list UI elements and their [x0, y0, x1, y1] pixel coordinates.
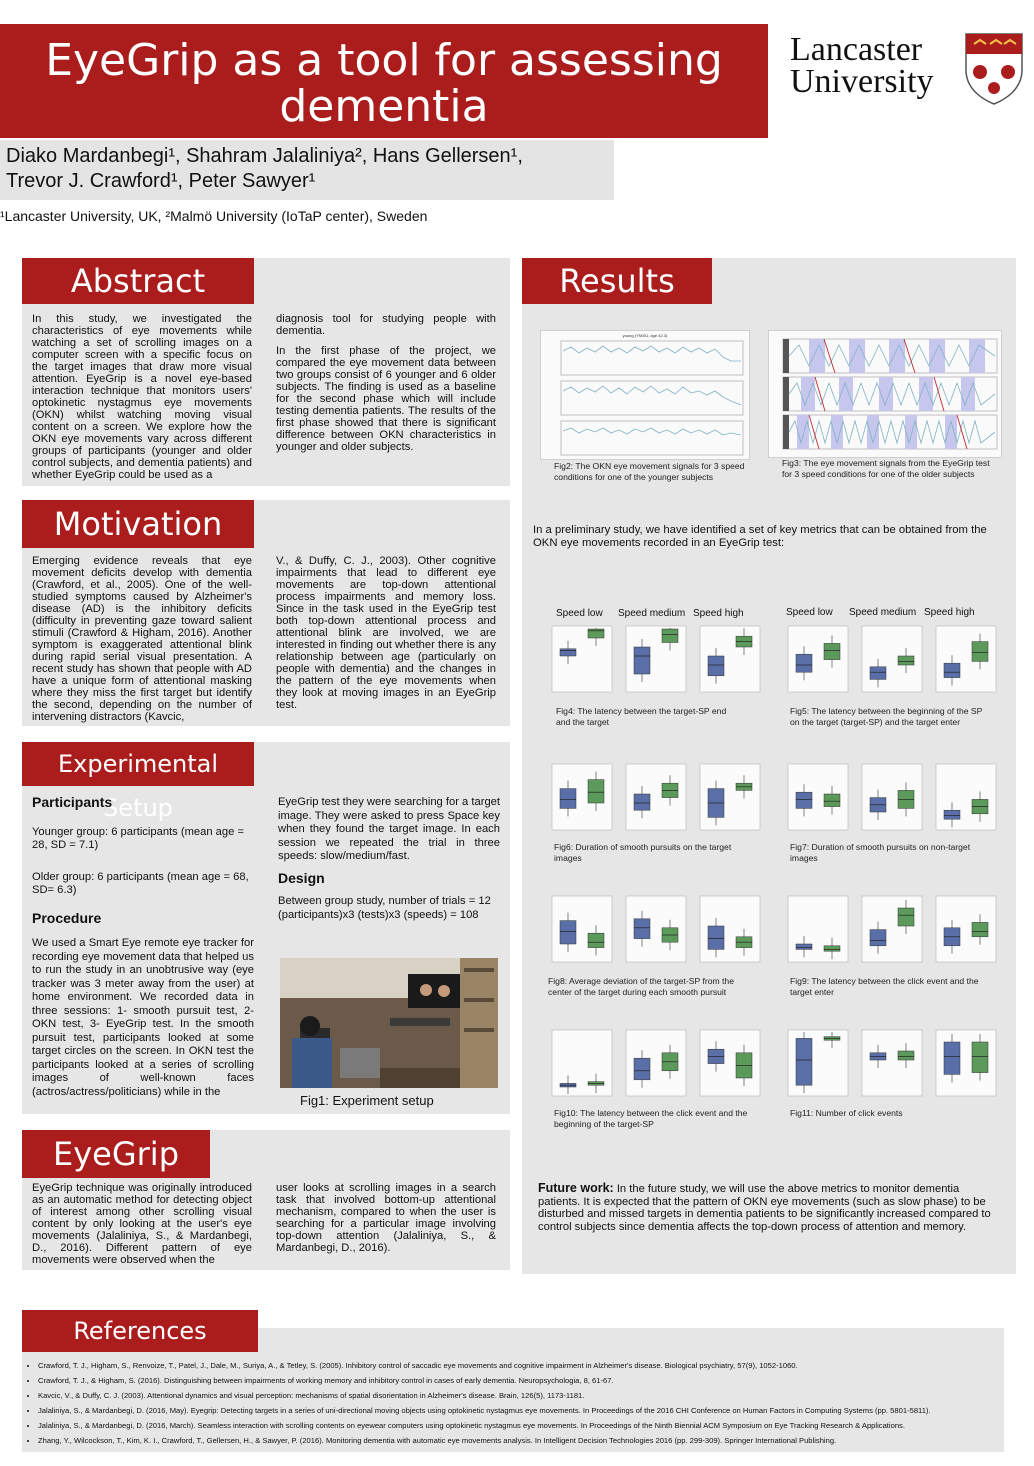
boxplot-box-young — [824, 794, 840, 807]
boxplot-box-old — [560, 921, 576, 944]
results-intro: In a preliminary study, we have identified a set of key metrics that can be obtained from the OKN eye movements recorded in an EyeGrip test: — [533, 524, 987, 549]
eyegrip-col-1 — [32, 1182, 252, 1274]
participants-title: Participants — [32, 794, 113, 810]
speed-low-label-right: Speed low — [786, 607, 833, 618]
experiment-setup-photo — [280, 958, 498, 1088]
fig7-caption: Fig7: Duration of smooth pursuits on non-target images — [790, 842, 971, 863]
motivation-heading: Motivation — [22, 500, 254, 548]
boxplot-box-young — [824, 946, 840, 951]
older-group: Older group: 6 participants (mean age = 68, SD= 6.3) — [32, 870, 249, 896]
reference-item: • Kavcic, V., & Duffy, C. J. (2003). Attentional dynamics and visual perception: mechanisms of spatial disorientation in Alzheimer's disease. Brain, 126(5), 1173-1181. — [38, 1388, 997, 1403]
title-banner — [0, 24, 768, 138]
procedure-title: Procedure — [32, 909, 102, 926]
authors-box — [0, 140, 614, 200]
fig1-caption: Fig1: Experiment setup — [300, 1093, 434, 1108]
motivation-col-1 — [32, 555, 252, 731]
boxplot-box-old — [796, 792, 812, 808]
results-heading: Results — [522, 258, 712, 304]
boxplot-box-old — [796, 654, 812, 672]
motivation-p2: V., & Duffy, C. J., 2003). Other cognitive impairments that lead to different eye movements are top-down attentional process impairments and memory loss. Since in the task used in the EyeGrip test both top-down attentional process and attentional blink are involved, we are interested in finding out whether there is any relationship between age (particularly on people with dementia) and the changes in the pattern of the eye movements when they look at moving images in an EyeGrip test. — [276, 555, 496, 711]
reference-item: • Crawford, T. J., Higham, S., Renvoize, T., Patel, J., Dale, M., Suriya, A., & Tetley, S. (2005). Inhibitory control of saccadic eye movements and cognitive impairment in Alzheimer's disease. Biological psychiatry, 57(9), 1052-1060. — [38, 1358, 997, 1373]
fig10-caption: Fig10: The latency between the click event and the beginning of the target-SP — [554, 1108, 748, 1129]
eyegrip-heading: EyeGrip — [22, 1130, 210, 1178]
boxplot-box-old — [560, 789, 576, 809]
boxplot-box-young — [972, 1042, 988, 1073]
boxplot-box-old — [944, 810, 960, 819]
reference-item: • Zhang, Y., Wilcockson, T., Kim, K. I., Crawford, T., Gellersen, H., & Sawyer, P. (2016). Monitoring dementia with automatic eye movements analysis. In Intelligent Decision Technologies 2016 (pp. 299-309). Springer International Publishing. — [38, 1433, 997, 1448]
fig5-caption: Fig5: The latency between the beginning of the SP on the target (target-SP) and the target enter — [790, 706, 983, 727]
logo-line-2: University — [790, 63, 934, 100]
speed-medium-label-left: Speed medium — [618, 608, 686, 619]
speed-low-label-left: Speed low — [556, 608, 603, 619]
eyegrip-col-2 — [276, 1182, 496, 1262]
affiliation: ¹Lancaster University, UK, ²Malmö University (IoTaP center), Sweden — [0, 208, 428, 224]
abstract-p2: diagnosis tool for studying people with dementia. — [276, 313, 496, 337]
abstract-col-1 — [32, 313, 252, 489]
fig2-title: young (YN001, age 42.3) — [622, 333, 668, 338]
fig9-caption: Fig9: The latency between the click event and the target enter — [790, 976, 979, 997]
fig2-caption: Fig2: The OKN eye movement signals for 3 speed conditions for one of the younger subjects — [554, 461, 745, 482]
fig8-boxplots — [540, 892, 762, 972]
abstract-p3: In the first phase of the project, we compared the eye movement data between two groups consist of 6 younger and 6 older subjects. The finding is used as a baseline for the second phase which will include testing dementia patients. The results of the first phase showed that there is significant difference between OKN characteristics in younger and older subjects. — [276, 345, 496, 453]
fig4-boxplots — [540, 622, 762, 702]
fig7-boxplots — [776, 760, 998, 840]
boxplot-box-old — [634, 794, 650, 810]
abstract-heading: Abstract — [22, 258, 254, 304]
eyegrip-p1: EyeGrip technique was originally introduced as an automatic method for detecting object of interest among other scrolling visual content by only looking at the user's eye movements (Jalaliniya, S., & Mardanbegi, D., 2016). Different pattern of eye movements were observed when the — [32, 1182, 252, 1266]
boxplot-box-old — [634, 919, 650, 939]
boxplot-box-young — [972, 642, 988, 662]
boxplot-box-old — [708, 926, 724, 949]
setup-col-1 — [32, 796, 254, 1107]
boxplot-box-young — [898, 1051, 914, 1060]
abstract-col-2 — [276, 313, 496, 461]
future-work — [538, 1182, 1004, 1233]
fig3-caption: Fig3: The eye movement signals from the EyeGrip test for 3 speed conditions for one of the older subjects — [782, 458, 990, 479]
fig9-boxplots — [776, 892, 998, 972]
motivation-p1: Emerging evidence reveals that eye movement deficits develop with dementia (Crawford, et al., 2005). One of the well-studied symptoms caused by Alzheimer's disease (AD) is the inhibitory deficits (difficulty in preventing gaze toward salient stimuli (Crawford & Higham, 2016). Another symptom is exaggerated attentional blink during rapid serial visual presentation. A recent study has shown that people with AD have a unique form of attentional masking where they miss the first target but identify the second, depending on the number of intervening distractors (Kavcic, — [32, 555, 252, 723]
boxplot-panel — [936, 764, 996, 830]
authors-line-2: Trevor J. Crawford¹, Peter Sawyer¹ — [6, 170, 316, 192]
boxplot-box-old — [870, 930, 886, 946]
boxplot-box-young — [898, 656, 914, 665]
speed-high-label-left: Speed high — [693, 608, 744, 619]
fig4-caption: Fig4: The latency between the target-SP end and the target — [556, 706, 727, 727]
motivation-col-2 — [276, 555, 496, 719]
setup-col-2 — [278, 796, 500, 930]
boxplot-box-old — [708, 656, 724, 676]
fig2-okn-signals — [540, 330, 750, 460]
boxplot-box-old — [634, 647, 650, 674]
reference-item: • Jalaliniya, S., & Mardanbegi, D. (2016, March). Seamless interaction with scrolling contents on eyewear computers using optokinetic nystagmus eye movements. In Proceedings of the Ninth Biennial ACM Symposium on Eye Tracking Research & Applications. — [38, 1418, 997, 1433]
future-work-title: Future work: — [538, 1181, 614, 1195]
boxplot-panel — [862, 1030, 922, 1096]
setup-heading: Experimental Setup — [22, 742, 254, 786]
boxplot-box-old — [944, 1042, 960, 1074]
younger-group: Younger group: 6 participants (mean age = 28, SD = 7.1) — [32, 825, 244, 851]
fig10-boxplots — [540, 1026, 762, 1106]
boxplot-box-young — [824, 643, 840, 659]
speed-medium-label-right: Speed medium — [849, 607, 917, 618]
boxplot-box-old — [796, 1038, 812, 1085]
poster-title: EyeGrip as a tool for assessing dementia — [45, 35, 723, 132]
boxplot-box-young — [588, 933, 604, 947]
boxplot-box-old — [796, 944, 812, 949]
references-heading: References — [22, 1310, 258, 1352]
boxplot-box-young — [588, 780, 604, 803]
procedure-text: We used a Smart Eye remote eye tracker for recording eye movement data that helped us to run the study in an unobtrusive way (eye tracker was 3 meter away from the user) at home environment. We recorded data in three sessions: 1- smooth pursuit test, 2- OKN test, 3- EyeGrip test. In the smooth pursuit test, participants looked at some target circles on the screen. In OKN test the participants looked at a series of scrolling images of well-known faces (actros/actress/politicians) while in the — [32, 937, 254, 1098]
boxplot-box-young — [662, 629, 678, 643]
boxplot-panel — [862, 896, 922, 962]
eyegrip-task-text: EyeGrip test they were searching for a target image. They were asked to press Space key when they found the target image. In each session we repeated the trial in three speeds: slow/medium/fast. — [278, 796, 500, 862]
boxplot-box-old — [560, 649, 576, 656]
references-list — [22, 1358, 997, 1448]
logo-line-1: Lancaster — [790, 31, 923, 68]
fig8-caption: Fig8: Average deviation of the target-SP from the center of the target during each smooth pursuit — [548, 976, 734, 997]
reference-item: • Crawford, T. J., & Higham, S. (2016). Distinguishing between impairments of working memory and inhibitory control in cases of early dementia. Neuropsychologia, 8, 61-67. — [38, 1373, 997, 1388]
boxplot-box-old — [634, 1058, 650, 1080]
fig5-boxplots — [776, 622, 998, 702]
speed-high-label-right: Speed high — [924, 607, 975, 618]
fig6-boxplots — [540, 760, 762, 840]
boxplot-panel — [788, 896, 848, 962]
boxplot-box-old — [944, 663, 960, 677]
future-work-text: In the future study, we will use the above metrics to monitor dementia patients. It is expected that the pattern of OKN eye movements (such as slow phase) to be disturbed and missed targets in dementia patients to be significantly increased compared to control subjects since dementia affects the top-down process of attention and memory. — [538, 1183, 991, 1233]
fig3-eyegrip-signals — [768, 330, 1002, 458]
fig6-caption: Fig6: Duration of smooth pursuits on the target images — [554, 842, 732, 863]
shield-icon — [964, 32, 1024, 106]
fig11-caption: Fig11: Number of click events — [790, 1108, 903, 1118]
authors-line-1: Diako Mardanbegi¹, Shahram Jalaliniya², Hans Gellersen¹, — [6, 145, 523, 167]
reference-item: • Jalaliniya, S., & Mardanbegi, D. (2016, May). Eyegrip: Detecting targets in a series of uni-directional moving objects using optokinetic nystagmus eye movements. In Proceedings of the 2016 CHI Conference on Human Factors in Computing Systems (pp. 5801-5811). — [38, 1403, 997, 1418]
eyegrip-p2: user looks at scrolling images in a search task that involved bottom-up attentional mechanism, compared to when the user is searching for a particular image involving top-down attention (Jalaliniya, S., & Mardanbegi, D., 2016). — [276, 1182, 496, 1254]
design-text: Between group study, number of trials = 12 (participants)x3 (tests)x3 (speeds) = 108 — [278, 895, 491, 921]
design-title: Design — [278, 869, 325, 886]
abstract-p1: In this study, we investigated the characteristics of eye movements while watching a set of scrolling images on a computer screen with a specific focus on the target images that draw more visual attention. EyeGrip is a novel eye-based interaction technique that monitors users' optokinetic nystagmus eye movements (OKN) whilst watching moving visual content on a screen. We explore how the OKN eye movements vary across different groups of participants (younger and older control subjects, and dementia patients) and whether EyeGrip could be used as a — [32, 313, 252, 481]
boxplot-box-old — [870, 667, 886, 680]
boxplot-box-young — [588, 629, 604, 638]
boxplot-box-young — [972, 922, 988, 936]
fig11-boxplots — [776, 1026, 998, 1106]
boxplot-box-young — [898, 908, 914, 926]
